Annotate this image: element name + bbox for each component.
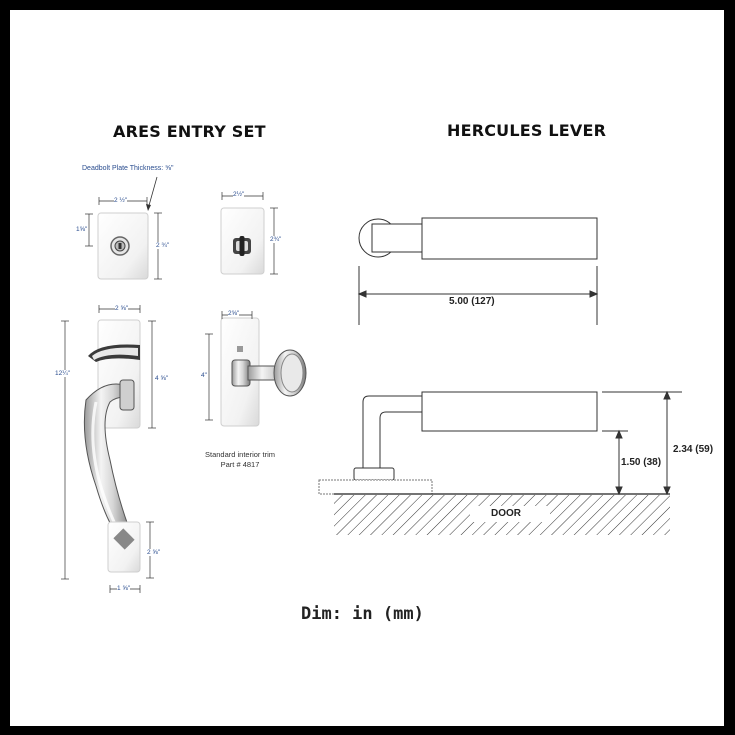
hercules-title: HERCULES LEVER	[447, 121, 607, 140]
lever-top-view	[359, 218, 597, 325]
lever-height-2-label: 2.34 (59)	[673, 444, 714, 455]
lever-height-1-label: 1.50 (38)	[621, 457, 662, 468]
deadbolt-drawing	[85, 177, 162, 279]
deadbolt-thickness-note: Deadbolt Plate Thickness: ⅝"	[82, 165, 174, 172]
handle-top-height-dim: 4 ⅝"	[155, 375, 169, 382]
handle-overall-dim: 12¼"	[55, 370, 70, 377]
units-footer: Dim: in (mm)	[301, 604, 424, 624]
deadbolt-width-dim: 2 ½"	[114, 197, 128, 204]
thumbturn-width-dim: 2½"	[233, 191, 245, 198]
caption-line-1: Standard interior trim	[204, 450, 276, 459]
lever-length-label: 5.00 (127)	[449, 296, 495, 307]
deadbolt-height-dim: 2 ¾"	[156, 242, 170, 249]
interior-trim-drawing	[205, 311, 306, 426]
interior-width-dim: 2⅝"	[228, 310, 240, 317]
handle-bottom-width-dim: 1 ⅝"	[117, 585, 131, 592]
caption-line-2: Part # 4817	[220, 460, 260, 469]
handle-bottom-height-dim: 2 ⅝"	[147, 549, 161, 556]
interior-trim-caption	[204, 450, 276, 470]
handle-top-width-dim: 2 ⅝"	[115, 305, 129, 312]
deadbolt-offset-dim: 1⅝"	[76, 226, 88, 233]
handleset-drawing	[61, 305, 156, 593]
thumbturn-drawing	[221, 192, 278, 274]
interior-height-dim: 4"	[201, 372, 207, 379]
thumbturn-height-dim: 2¾"	[270, 236, 282, 243]
ares-title: ARES ENTRY SET	[113, 122, 266, 141]
door-label: DOOR	[491, 508, 521, 519]
